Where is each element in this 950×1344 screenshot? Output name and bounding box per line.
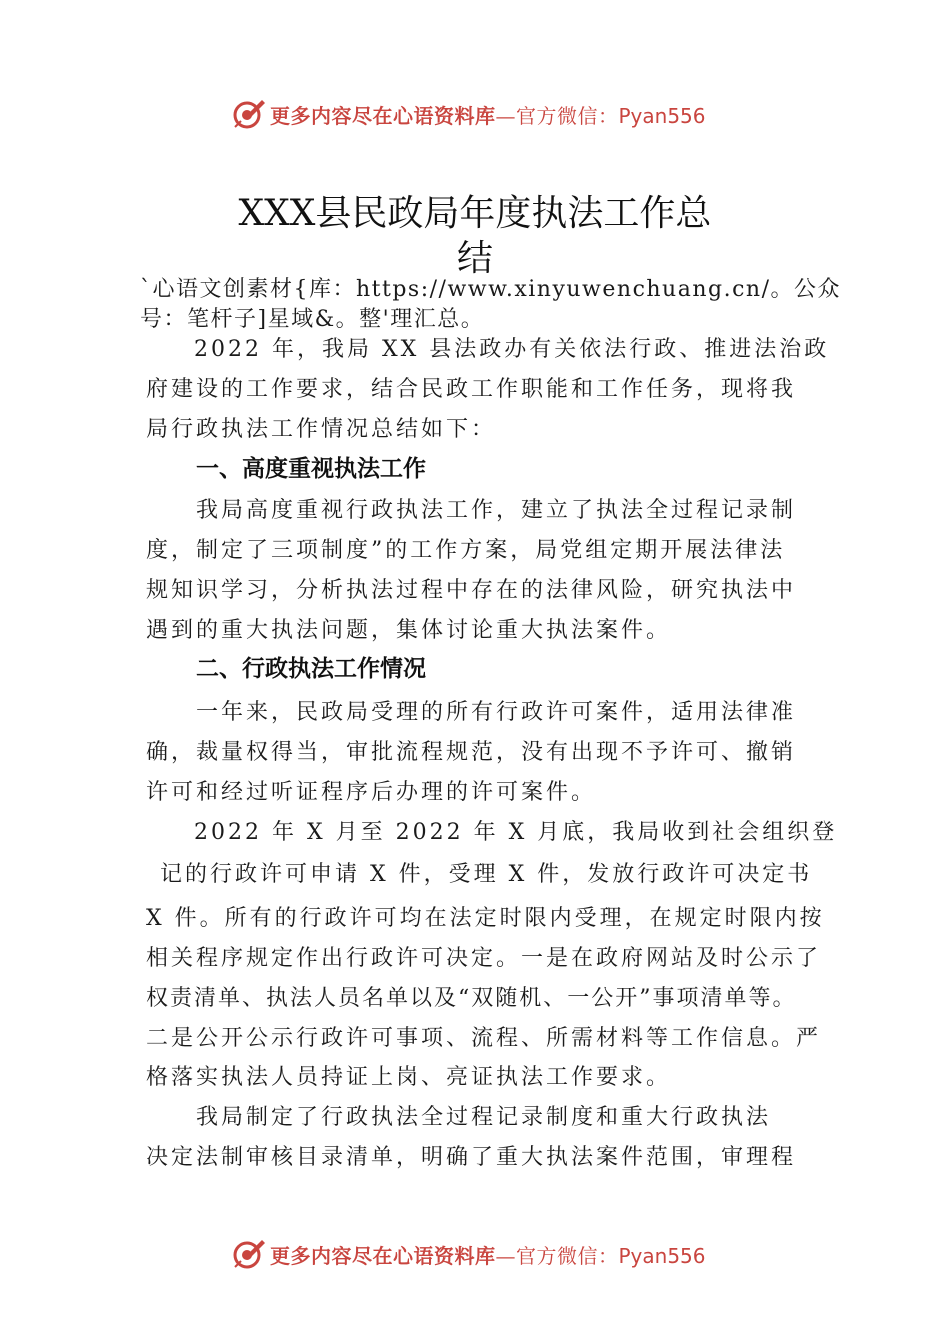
section1-line-3: 规知识学习，分析执法过程中存在的法律风险，研究执法中	[146, 578, 797, 603]
banner-wechat-id: Pyan556	[618, 1243, 706, 1268]
document-title-line2: 结	[456, 238, 493, 279]
section2-heading: 二、行政执法工作情况	[196, 656, 426, 682]
section1-line-4: 遇到的重大执法问题，集体讨论重大执法案件。	[146, 618, 672, 643]
intro-line-1: 2022 年，我局 XX 县法政办有关依法行政、推进法治政	[194, 337, 830, 362]
section2-p2-line-7: 格落实执法人员持证上岗、亮证执法工作要求。	[146, 1065, 672, 1090]
document-title-line1: XXX县民政局年度执法工作总	[238, 193, 712, 234]
section2-p1-line-2: 确，裁量权得当，审批流程规范，没有出现不予许可、撤销	[146, 740, 797, 765]
intro-line-2: 府建设的工作要求，结合民政工作职能和工作任务，现将我	[146, 377, 797, 402]
banner-main-text: 更多内容尽在心语资料库	[270, 103, 496, 128]
banner-text	[270, 100, 706, 129]
banner-text	[270, 1240, 706, 1269]
section2-p2-line-5: 权责清单、执法人员名单以及“双随机、一公开”事项清单等。	[146, 986, 797, 1011]
banner-separator: —	[495, 103, 516, 128]
source-note-line2: 号：笔杆子]星域&。整'理汇总。	[140, 307, 485, 332]
section1-line-2: 度，制定了三项制度”的工作方案，局党组定期开展法律法	[146, 538, 786, 563]
source-note-line1: `心语文创素材{库：https://www.xinyuwenchuang.cn/。公众	[140, 277, 841, 302]
intro-line-3: 局行政执法工作情况总结如下：	[146, 417, 497, 442]
banner-main-text: 更多内容尽在心语资料库	[270, 1243, 496, 1268]
section1-line-1: 我局高度重视行政执法工作，建立了执法全过程记录制	[196, 498, 797, 523]
banner-wechat-id: Pyan556	[618, 103, 706, 128]
pen-logo-icon	[232, 1237, 266, 1271]
footer-banner	[232, 1236, 752, 1272]
section2-p2-line-2: 记的行政许可申请 X 件，受理 X 件，发放行政许可决定书	[160, 862, 813, 887]
section1-heading: 一、高度重视执法工作	[196, 456, 426, 482]
section2-p3-line-1: 我局制定了行政执法全过程记录制度和重大行政执法	[196, 1105, 772, 1130]
section2-p3-line-2: 决定法制审核目录清单，明确了重大执法案件范围，审理程	[146, 1145, 797, 1170]
section2-p2-line-6: 二是公开公示行政许可事项、流程、所需材料等工作信息。严	[146, 1026, 822, 1051]
section2-p2-line-1: 2022 年 X 月至 2022 年 X 月底，我局收到社会组织登	[194, 820, 838, 845]
banner-wechat-label: 官方微信：	[516, 103, 619, 128]
section2-p2-line-4: 相关程序规定作出行政许可决定。一是在政府网站及时公示了	[146, 946, 822, 971]
banner-wechat-label: 官方微信：	[516, 1243, 619, 1268]
banner-separator: —	[495, 1243, 516, 1268]
section2-p1-line-1: 一年来，民政局受理的所有行政许可案件，适用法律准	[196, 700, 797, 725]
section2-p1-line-3: 许可和经过听证程序后办理的许可案件。	[146, 780, 597, 805]
pen-logo-icon	[232, 97, 266, 131]
section2-p2-line-3: X 件。所有的行政许可均在法定时限内受理，在规定时限内按	[146, 906, 825, 931]
header-banner	[232, 96, 752, 132]
